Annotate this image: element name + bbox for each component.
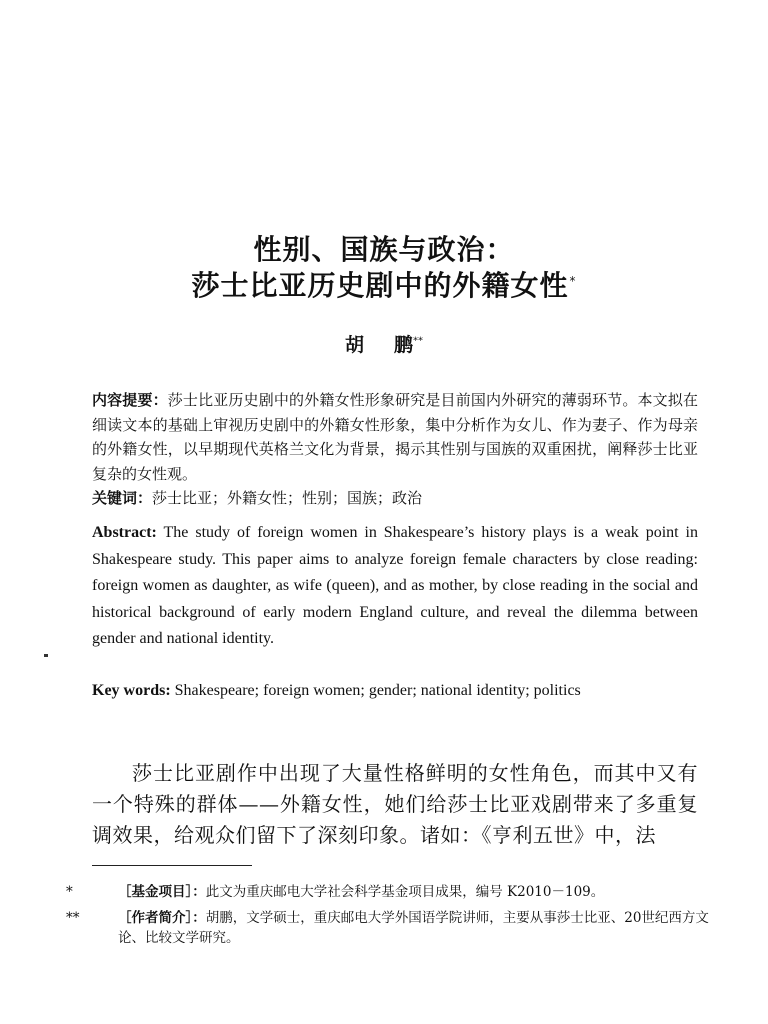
author-char-1: 胡: [344, 334, 364, 356]
footnote-rule: [92, 865, 252, 866]
footnote-1-label: ［基金项目］：: [118, 884, 206, 900]
footnote-1-mark: *: [66, 884, 73, 900]
author-char-2: 鹏: [394, 334, 414, 356]
abstract-zh: [92, 388, 698, 486]
title-footnote-mark: *: [569, 273, 577, 288]
footnote-2-text: 胡鹏，文学硕士，重庆邮电大学外国语学院讲师，主要从事莎士比亚、20世纪西方文论、比较文学研究。: [118, 910, 709, 946]
scan-artifact-dot: [44, 654, 48, 657]
keywords-zh-text: 莎士比亚；外籍女性；性别；国族；政治: [152, 489, 423, 507]
footnote-2: [66, 908, 724, 948]
body-paragraph: 莎士比亚剧作中出现了大量性格鲜明的女性角色，而其中又有一个特殊的群体——外籍女性，她们给莎士比亚戏剧带来了多重复调效果，给观众们留下了深刻印象。诸如：《亨利五世》中，法: [92, 761, 698, 847]
author-footnote-mark: **: [413, 335, 424, 347]
keywords-en-text: Shakespeare; foreign women; gender; national identity; politics: [174, 682, 581, 699]
title-line-1-text: 性别、国族与政治：: [253, 233, 515, 266]
abstract-en-text: The study of foreign women in Shakespeare’s history plays is a weak point in Shakespeare study. This paper aims to analyze foreign female characters by close reading: foreign women as daughter, as wife (queen), and as mother, by close reading in the social and historical background of early modern England culture, and reveal the dilemma between gender and national identity.: [92, 524, 699, 648]
title-line-1: [0, 228, 768, 268]
footnote-2-mark: **: [66, 910, 80, 926]
abstract-zh-label: 内容提要：: [92, 391, 168, 409]
footnote-1: [66, 882, 724, 902]
keywords-en-label: Key words:: [92, 682, 171, 699]
keywords-zh-label: 关键词：: [92, 489, 153, 507]
keywords-en: [92, 678, 698, 705]
title-line-2: [0, 264, 768, 304]
title-line-2-text: 莎士比亚历史剧中的外籍女性: [191, 269, 569, 302]
footnote-1-text: 此文为重庆邮电大学社会科学基金项目成果，编号 K2010－109。: [205, 884, 605, 900]
abstract-en: [92, 520, 698, 653]
abstract-zh-text: 莎士比亚历史剧中的外籍女性形象研究是目前国内外研究的薄弱环节。本文拟在细读文本的基础上审视历史剧中的外籍女性形象，集中分析作为女儿、作为妻子、作为母亲的外籍女性，以早期现代英格兰文化为背景，揭示其性别与国族的双重困扰，阐释莎士比亚复杂的女性观。: [92, 391, 698, 483]
abstract-en-label: Abstract:: [92, 524, 157, 541]
keywords-zh: [92, 486, 698, 511]
author-name: [0, 330, 768, 357]
footnote-2-label: ［作者简介］：: [118, 910, 206, 926]
